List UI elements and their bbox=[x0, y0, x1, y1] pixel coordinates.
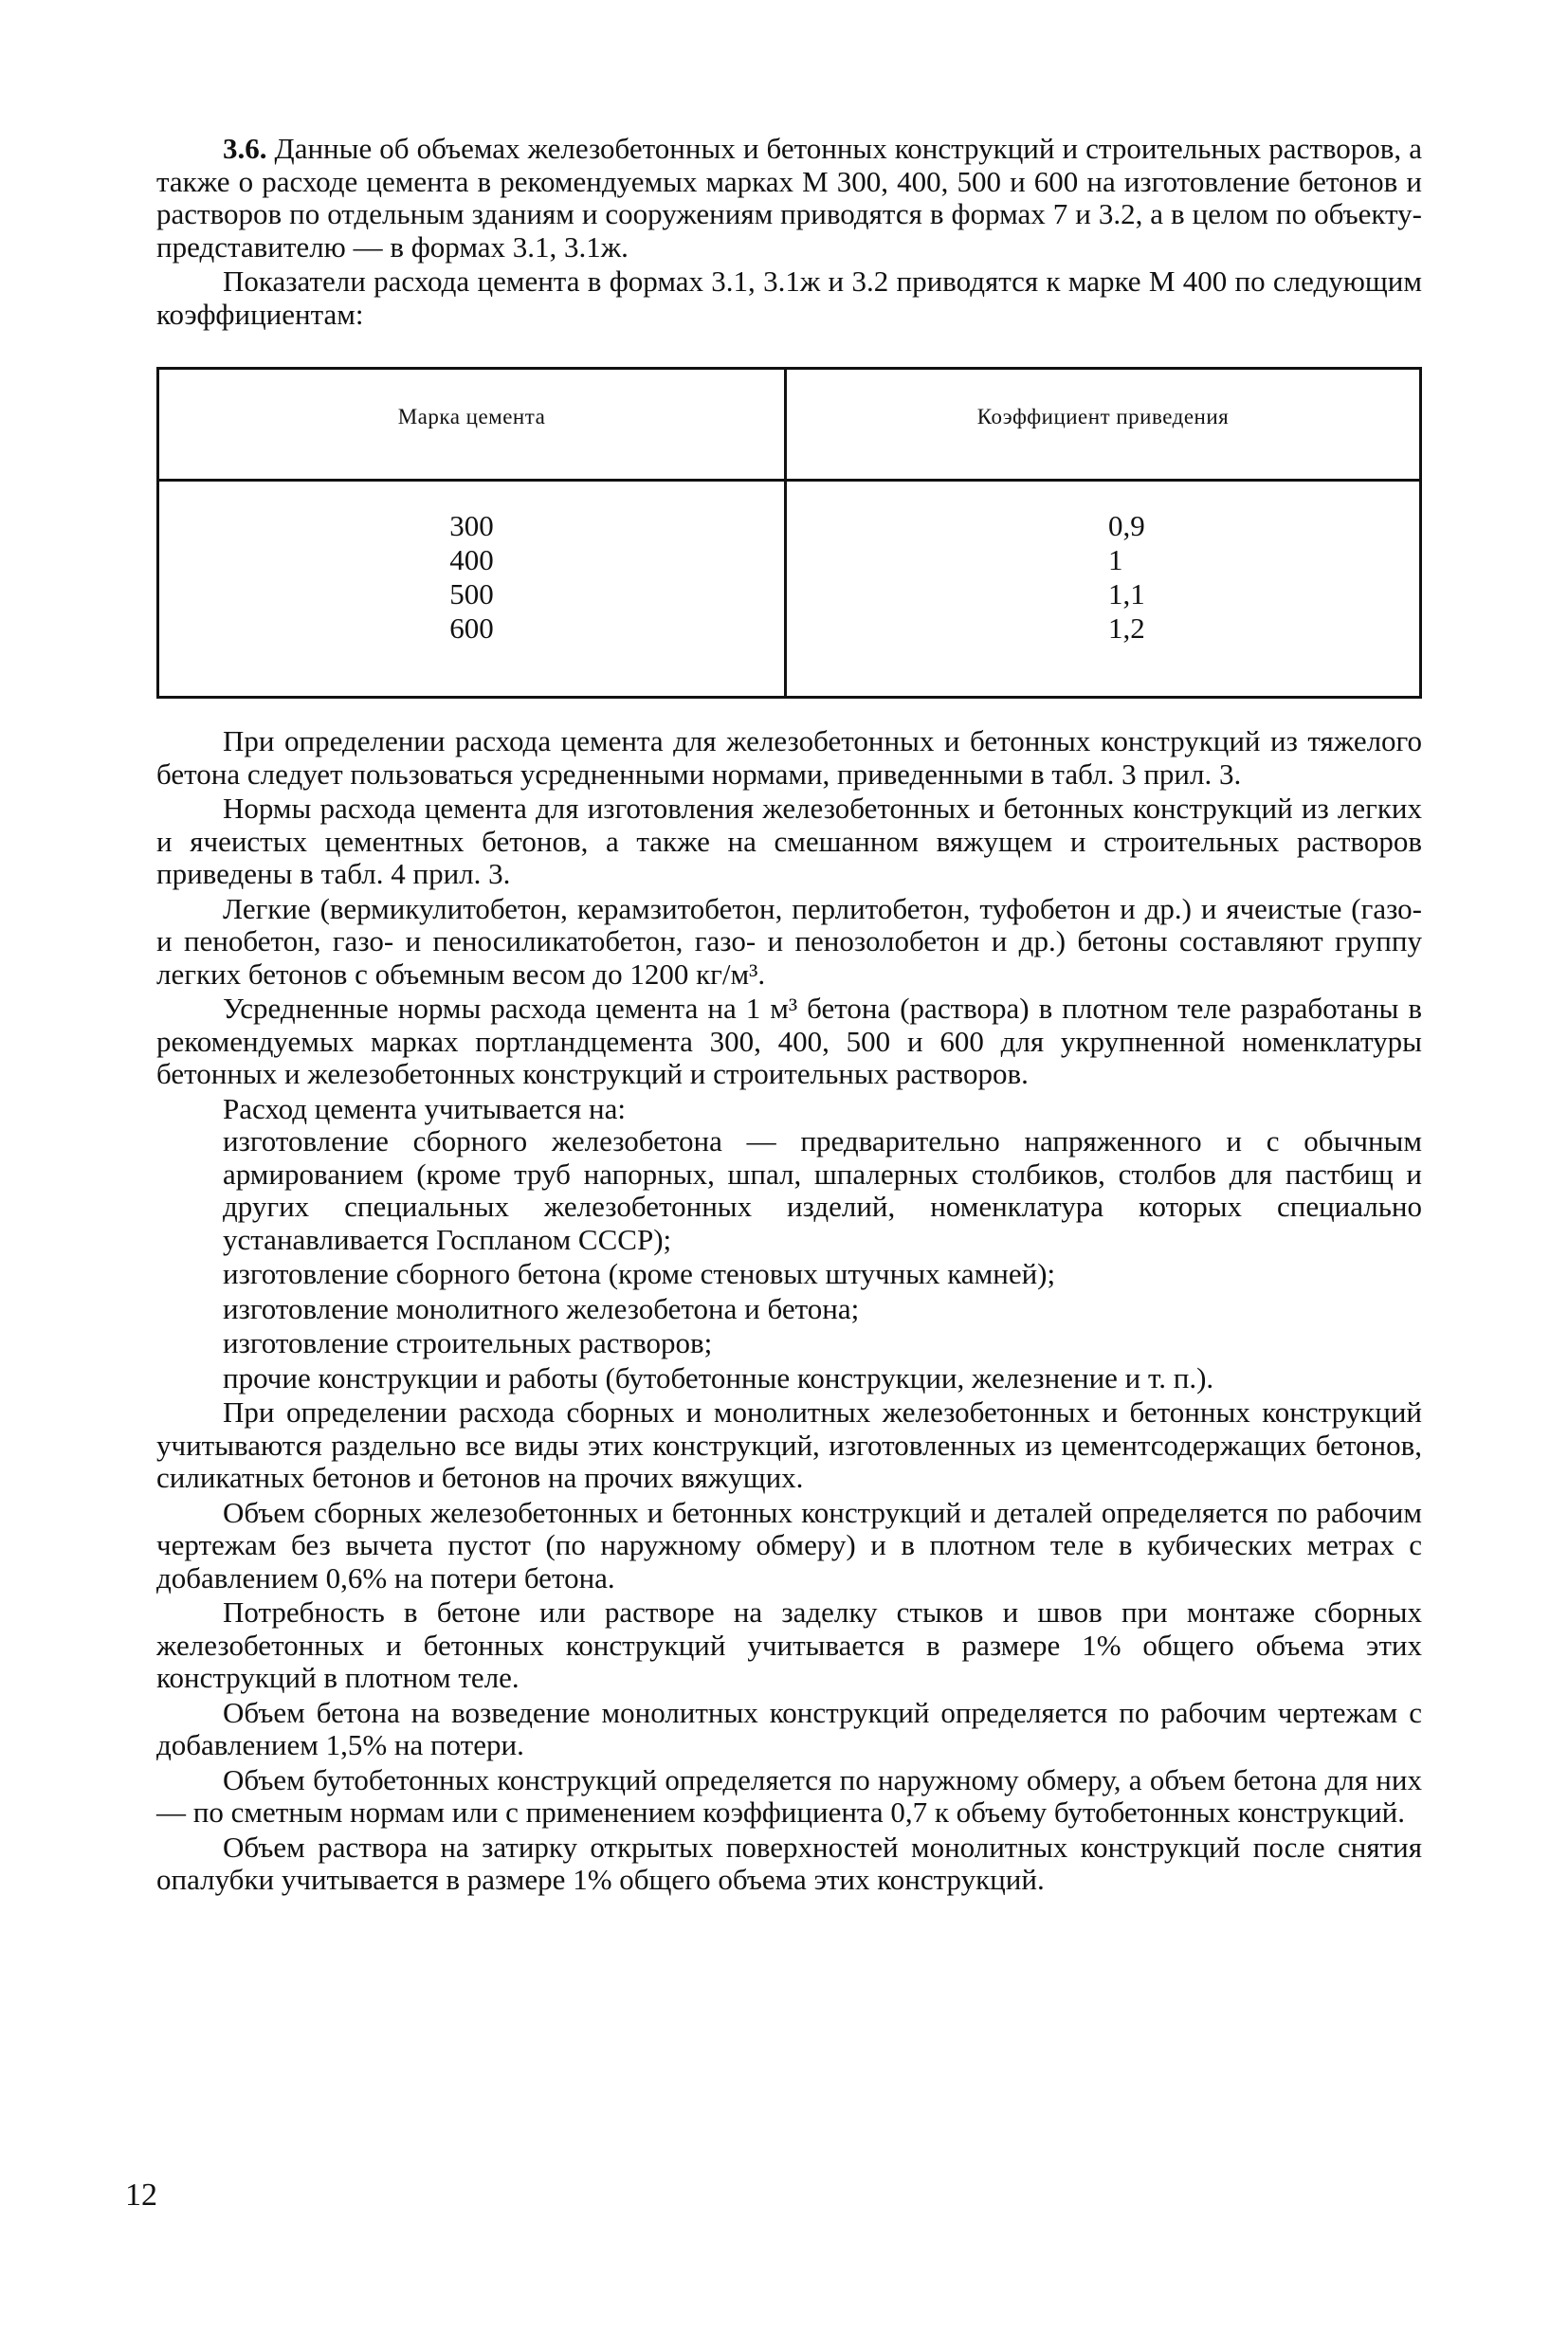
list-item: изготовление монолитного железобетона и бетона; bbox=[223, 1291, 860, 1325]
table-cell-grade: 500 bbox=[449, 577, 494, 611]
section-intro-paragraph bbox=[156, 133, 1422, 264]
paragraph-monolithic-volume: Объем бетона на возведение монолитных конструкций определяется по рабочим чертежам с добавлением 1,5% на потери. bbox=[156, 1695, 1422, 1761]
section-intro-text: Данные об объемах железобетонных и бетонных конструкций и строительных растворов, а также о расходе цемента в рекомендуемых марках М 300, 400, 500 и 600 на изготовление бетонов и растворов по отдельным зданиям и сооружениям приводятся в формах 7 и 3.2, а в целом по объекту-представителю — в формах 3.1, 3.1ж. bbox=[156, 132, 1422, 264]
table-cell-coefficient: 1,2 bbox=[1108, 611, 1145, 645]
paragraph-joints: Потребность в бетоне или растворе на заделку стыков и швов при монтаже сборных железобетонных и бетонных конструкций учитывается в размере 1% общего объема этих конструкций в плотном теле. bbox=[156, 1595, 1422, 1694]
paragraph-light-concrete-types: Легкие (вермикулитобетон, керамзитобетон, перлитобетон, туфобетон и др.) и ячеистые (газо- и пенобетон, газо- и пеносиликатобетон, газо- и пенозолобетон и др.) бетоны составляют группу легких бетонов с объемным весом до 1200 кг/м³. bbox=[156, 891, 1422, 991]
paragraph-light-concrete-norms: Нормы расхода цемента для изготовления железобетонных и бетонных конструкций из легких и ячеистых цементных бетонов, а также на смешанном вяжущем и строительных растворов приведены в табл. 4 прил. 3. bbox=[156, 792, 1422, 890]
table-column-grades bbox=[159, 509, 784, 646]
coefficient-table bbox=[156, 367, 1422, 699]
paragraph-prefab-volume: Объем сборных железобетонных и бетонных конструкций и деталей определяется по рабочим чертежам без вычета пустот (по наружному обмеру) и в плотном теле в кубических метрах с добавлением 0,6% на потери бетона. bbox=[156, 1495, 1422, 1595]
paragraph-consumption-intro: Расход цемента учитывается на: bbox=[223, 1091, 627, 1125]
list-item: изготовление строительных растворов; bbox=[223, 1326, 713, 1359]
section-number: 3.6. bbox=[223, 132, 267, 165]
list-item: изготовление сборного железобетона — предварительно напряженного и с обычным армированием (кроме труб напорных, шпал, шпалерных столбиков, столбов для пастбищ и других специальных железобетонных изделий, номенклатура которых специально устанавливается Госпланом СССР); bbox=[223, 1124, 1422, 1256]
table-header-rule bbox=[156, 479, 1422, 482]
table-cell-coefficient: 0,9 bbox=[1108, 509, 1145, 542]
table-header-coefficient: Коэффициент приведения bbox=[976, 405, 1230, 428]
page-number: 12 bbox=[125, 2178, 157, 2213]
text-column bbox=[156, 133, 1422, 1897]
table-cell-grade: 600 bbox=[449, 611, 494, 645]
table-cell-coefficient: 1 bbox=[1108, 543, 1123, 576]
table-cell-coefficient: 1,1 bbox=[1108, 577, 1145, 611]
paragraph-mortar-finishing: Объем раствора на затирку открытых поверхностей монолитных конструкций после снятия опалубки учитывается в размере 1% общего объема этих конструкций. bbox=[156, 1830, 1422, 1896]
table-header-cement-grade: Марка цемента bbox=[397, 405, 546, 428]
paragraph-prefab-monolithic: При определении расхода сборных и монолитных железобетонных и бетонных конструкций учитываются раздельно все виды этих конструкций, изготовленных из цементсодержащих бетонов, силикатных бетонов и бетонов на прочих вяжущих. bbox=[156, 1395, 1422, 1494]
table-cell-grade: 300 bbox=[449, 509, 494, 542]
paragraph-averaged-norms: Усредненные нормы расхода цемента на 1 м³ бетона (раствора) в плотном теле разработаны в рекомендуемых марках портландцемента 300, 400, 500 и 600 для укрупненной номенклатуры бетонных и железобетонных конструкций и строительных растворов. bbox=[156, 992, 1422, 1090]
paragraph-before-table: Показатели расхода цемента в формах 3.1, 3.1ж и 3.2 приводятся к марке М 400 по следующим коэффициентам: bbox=[156, 264, 1422, 331]
table-bottom-rule bbox=[156, 696, 1422, 699]
table-cell-grade: 400 bbox=[449, 543, 494, 576]
table-top-rule bbox=[156, 367, 1422, 370]
table-column-coefficients bbox=[1108, 509, 1298, 646]
table-right-border bbox=[1419, 367, 1422, 699]
list-item: изготовление сборного бетона (кроме стеновых штучных камней); bbox=[223, 1257, 1056, 1290]
list-item: прочие конструкции и работы (бутобетонные конструкции, железнение и т. п.). bbox=[223, 1360, 1214, 1394]
paragraph-rubble-concrete: Объем бутобетонных конструкций определяется по наружному обмеру, а объем бетона для них — по сметным нормам или с применением коэффициента 0,7 к объему бутобетонных конструкций. bbox=[156, 1762, 1422, 1829]
paragraph-heavy-concrete: При определении расхода цемента для железобетонных и бетонных конструкций из тяжелого бетона следует пользоваться усредненными нормами, приведенными в табл. 3 прил. 3. bbox=[156, 724, 1422, 791]
